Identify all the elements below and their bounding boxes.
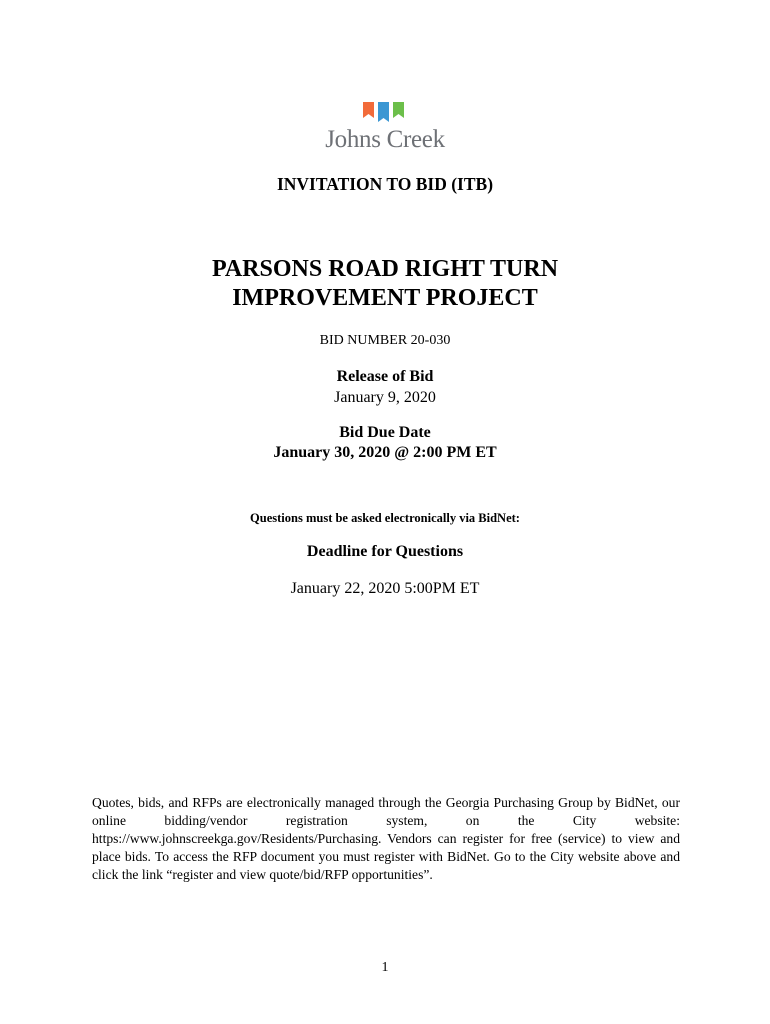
due-date-label: Bid Due Date xyxy=(339,424,431,441)
release-date: January 9, 2020 xyxy=(334,389,436,406)
project-title-line1: PARSONS ROAD RIGHT TURN xyxy=(211,256,559,282)
bid-number: BID NUMBER 20-030 xyxy=(319,333,451,348)
questions-deadline-label: Deadline for Questions xyxy=(306,543,464,560)
purchasing-info-paragraph: Quotes, bids, and RFPs are electronically managed through the Georgia Purchasing Group by BidNet, our online bidding/vendor registration system, on the City website: https://www.johnscreekga.gov/Residents/Purchasing. Vendors can register for free (service) to view and place bids. To access the RFP document you must register with BidNet. Go to the City website above and click the link “register and view quote/bid/RFP opportunities”. xyxy=(92,795,680,882)
document-heading: INVITATION TO BID (ITB) xyxy=(276,174,494,194)
questions-deadline-date: January 22, 2020 5:00PM ET xyxy=(290,580,480,597)
release-label: Release of Bid xyxy=(336,368,434,385)
questions-note: Questions must be asked electronically via BidNet: xyxy=(250,511,520,525)
page-number: 1 xyxy=(381,960,389,975)
due-date: January 30, 2020 @ 2:00 PM ET xyxy=(273,444,497,461)
logo-text: Johns Creek xyxy=(325,126,445,153)
project-title-line2: IMPROVEMENT PROJECT xyxy=(232,285,538,311)
